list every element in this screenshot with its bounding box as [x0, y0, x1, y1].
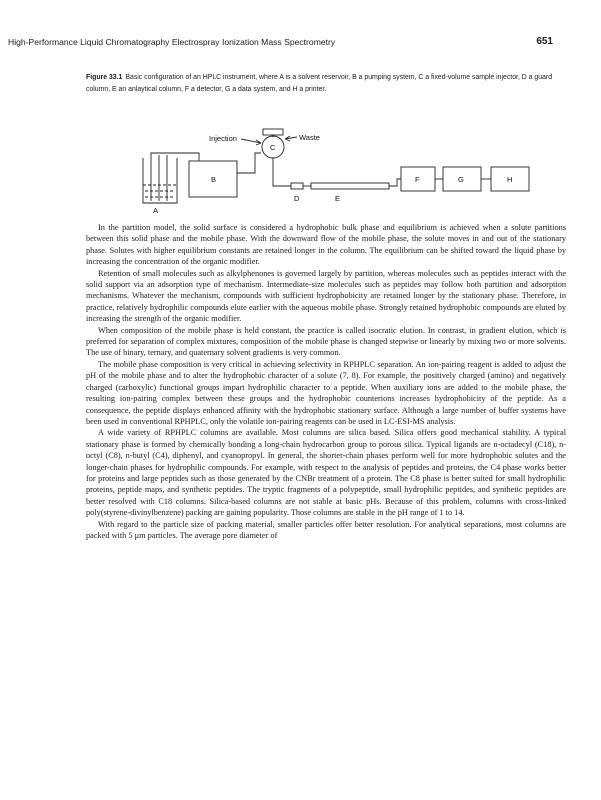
label-c: C [270, 143, 276, 152]
label-g: G [458, 175, 464, 184]
analytical-column-e [311, 183, 389, 189]
running-title: High-Performance Liquid Chromatography Electrospray Ionization Mass Spectrometry [8, 37, 336, 47]
hplc-diagram-svg [139, 123, 539, 218]
guard-column-d [291, 183, 303, 189]
page-header [8, 37, 593, 51]
label-a: A [153, 206, 159, 215]
label-f: F [415, 175, 420, 184]
paragraph: Retention of small molecules such as alkylphenones is governed largely by partition, whereas molecules such as peptides interact with the solid support via an adsorption type of mechanism. Intermediate-size molecules such as peptides may follow both partition and adsorption mechanisms. Whatever the mechanism, compounds with sufficient hydrophobicity are retained longer by the stationary phase. Therefore, in practice, relatively hydrophilic compounds elute earlier with the aqueous mobile phase. Strongly retained hydrophobic compounds are eluted by increasing the strength of the organic modifier. [86, 268, 566, 324]
paragraph: When composition of the mobile phase is held constant, the practice is called isocratic elution. In contrast, in gradient elution, which is preferred for separation of complex mixtures, composition of the mobile phase is changed stepwise or linearly by mixing two or more solvents. The use of binary, ternary, and quaternary solvent gradients is very common. [86, 325, 566, 358]
page-number: 651 [536, 36, 553, 47]
label-d: D [294, 194, 300, 203]
paragraph: A wide variety of RPHPLC columns are available. Most columns are silica based. Silica offers good mechanical stability. A typical stationary phase is formed by chemically bonding a long-chain hydrocarbon group to porous silica. Typical ligands are n-octadecyl (C18), n-octyl (C8), n-butyl (C4), diphenyl, and cyanopropyl. In general, the shorter-chain phases perform well for more hydrophobic solutes and the longer-chain phases for hydrophilic compounds. For example, with respect to the analysis of peptides and proteins, the C4 phase works better for proteins and large peptides such as those generated by the CNBr treatment of a protein. The C8 phase is better suited for small hydrophilic proteins, peptide maps, and synthetic peptides. The tryptic fragments of a polypeptide, small hydrophilic peptides, and synthetic peptides are better resolved with C18 columns. Silica-based columns are not stable at basic pHs. Because of this problem, columns with cross-linked poly(styrene-divinylbenzene) packing are gaining popularity. Those columns are stable in the pH range of 1 to 14. [86, 428, 566, 518]
paragraph: With regard to the particle size of packing material, smaller particles offer better resolution. For analytical separations, most columns are packed with 5 μm particles. The average pore diameter of [86, 519, 566, 540]
figure-label: Figure 33.1 [86, 74, 123, 81]
paragraph: The mobile phase composition is very critical in achieving selectivity in RPHPLC separation. An ion-pairing reagent is added to adjust the pH of the mobile phase and to alter the hydrophobic character of a solute (7, 8). For example, the positively charged (amino) and negatively charged (carboxylic) functional groups impart hydrophilic character to a peptide. When auxiliary ions are added to the mobile phase, the resulting ion-pairing complex between these groups and the hydrophobic counterions increases hydrophobicity of the peptide. As a consequence, the peptide displays enhanced affinity with the hydrophobic stationary surface. Although a large number of buffer systems have been used in conventional RPHPLC, only the volatile ion-pairing reagents can be used in LC-ESI-MS analysis. [86, 359, 566, 426]
body-text [86, 222, 566, 541]
label-waste: Waste [299, 133, 320, 142]
label-injection: Injection [209, 134, 237, 143]
hplc-diagram [139, 123, 539, 218]
figure-caption [86, 72, 564, 95]
paragraph: In the partition model, the solid surface is considered a hydrophobic bulk phase and equilibrium is achieved when a solute partitions between this solid phase and the mobile phase. With the downward flow of the mobile phase, the solute moves in and out of the stationary phase. Solutes with higher equilibrium constants are retained longer in the column. The equilibrium can be shifted toward the liquid phase by increasing the concentration of the organic modifier. [86, 223, 566, 267]
reservoir-a [143, 158, 177, 203]
label-h: H [507, 175, 513, 184]
label-e: E [335, 194, 341, 203]
label-b: B [211, 175, 217, 184]
figure-caption-text: Basic configuration of an HPLC instrument, where A is a solvent reservoir, B a pumping system, C a fixed-volume sample injector, D a guard column, E an anlaytical column, F a detector, G a data system, and H a printer. [86, 74, 553, 93]
